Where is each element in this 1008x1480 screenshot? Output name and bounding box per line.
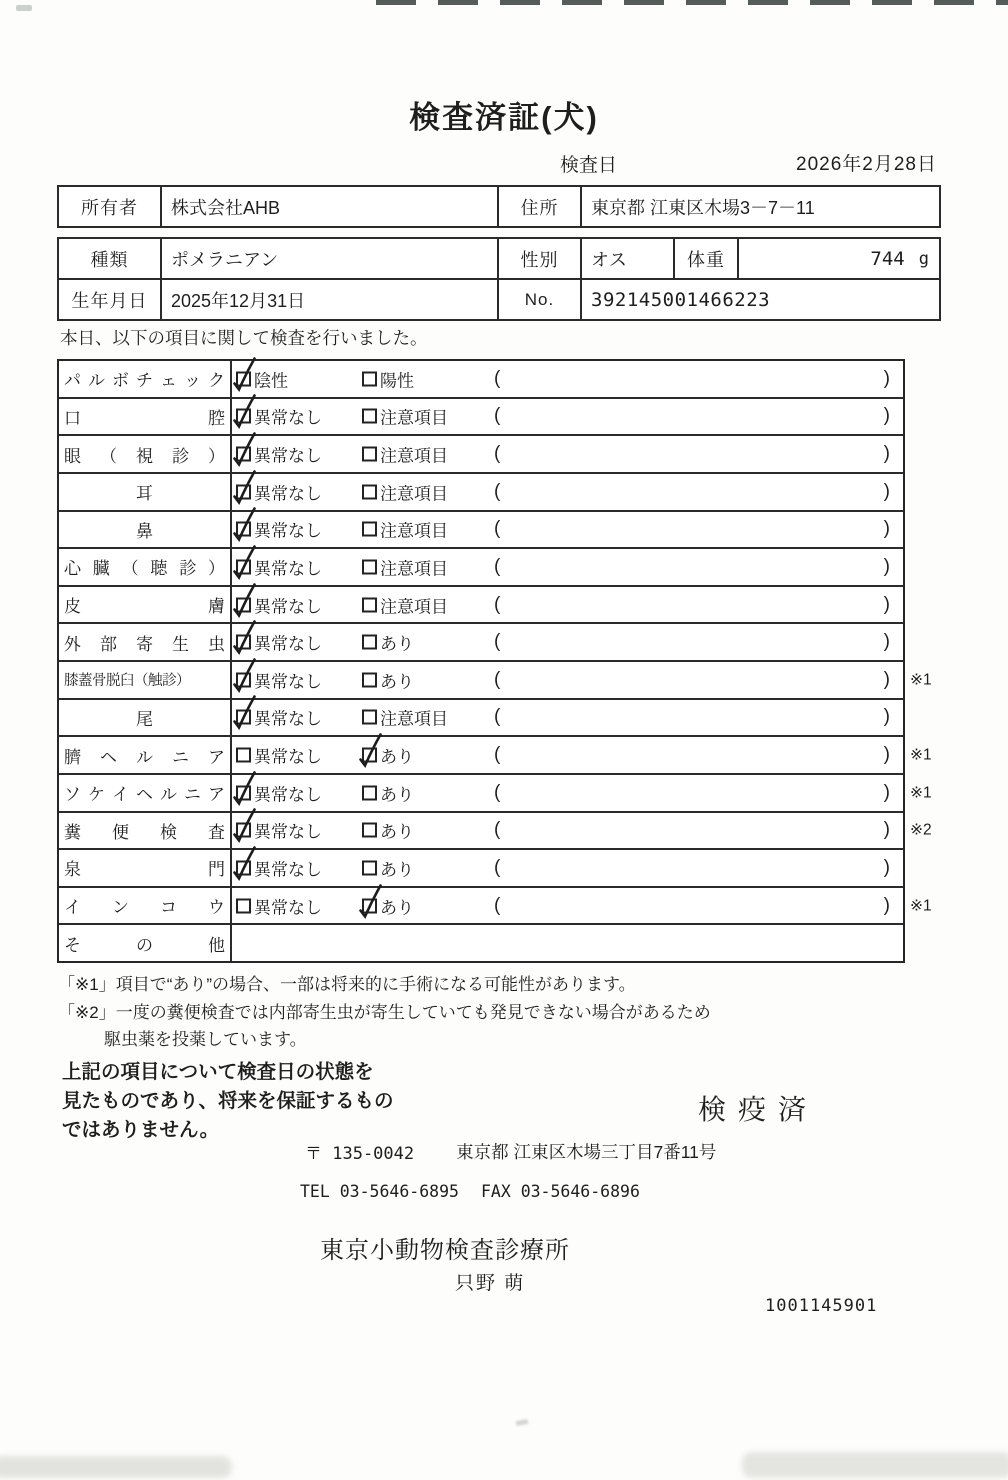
checklist-row bbox=[59, 848, 903, 886]
paren-close: ) bbox=[883, 856, 890, 878]
weight-value-cell bbox=[739, 239, 939, 278]
option-label: 異常なし bbox=[254, 521, 322, 541]
checklist-item-label: 眼 （ 視 診 ） bbox=[64, 446, 225, 466]
pet-info-table bbox=[57, 237, 941, 321]
checkmark-icon bbox=[233, 582, 257, 618]
checkbox bbox=[362, 860, 377, 875]
checklist-item-label: 尾 bbox=[136, 709, 153, 729]
checklist-item-label-cell bbox=[59, 624, 232, 660]
option-label: 注意項目 bbox=[380, 559, 448, 579]
checkbox bbox=[236, 371, 251, 386]
option-opt2 bbox=[362, 479, 448, 504]
checklist-item-content bbox=[232, 624, 903, 660]
checklist-row bbox=[59, 886, 932, 924]
option-label: 異常なし bbox=[254, 860, 322, 880]
checklist-row bbox=[59, 923, 903, 961]
clinic-name: 東京小動物検査診療所 bbox=[320, 1237, 570, 1264]
clinic-fax: FAX 03-5646-6896 bbox=[480, 1182, 640, 1201]
checklist-item-label-cell bbox=[59, 700, 232, 736]
disclaimer-line-1: 上記の項目について検査日の状態を bbox=[62, 1061, 374, 1083]
option-opt1 bbox=[236, 554, 322, 579]
checklist-item-label-cell bbox=[59, 813, 232, 849]
option-opt2 bbox=[362, 818, 414, 843]
checklist-item-label: パ ル ボ チ ェ ッ ク bbox=[64, 371, 225, 391]
option-label: 異常なし bbox=[254, 822, 322, 842]
clinic-phone-line bbox=[300, 1182, 640, 1201]
checklist-item-content bbox=[232, 474, 903, 510]
checklist-item-label: ソ ケ イ ヘ ル ニ ア bbox=[64, 785, 225, 805]
paren-open: ( bbox=[494, 555, 501, 577]
scan-artifact-top-dashes bbox=[376, 0, 1008, 5]
species-value: ポメラニアン bbox=[162, 239, 499, 278]
option-label: 異常なし bbox=[254, 559, 322, 579]
paren-close: ) bbox=[883, 518, 890, 540]
option-opt1 bbox=[236, 630, 322, 655]
checkmark-icon bbox=[233, 356, 257, 392]
paren-open: ( bbox=[494, 706, 501, 728]
checkmark-icon bbox=[233, 394, 257, 430]
checkbox bbox=[236, 748, 251, 763]
paren-close: ) bbox=[883, 668, 890, 690]
paren-open: ( bbox=[494, 367, 501, 389]
clinic-address: 東京都 江東区木場三丁目7番11号 bbox=[456, 1142, 717, 1162]
weight-label: 体重 bbox=[675, 239, 739, 278]
checklist-item-label: 心 臓 （ 聴 診 ） bbox=[64, 559, 225, 579]
checkbox bbox=[236, 597, 251, 612]
option-label: 注意項目 bbox=[380, 484, 448, 504]
checklist-item-content bbox=[232, 662, 903, 698]
checklist-row bbox=[59, 585, 903, 623]
option-opt1 bbox=[236, 818, 322, 843]
option-label: 異常なし bbox=[254, 709, 322, 729]
checklist-item-label-cell bbox=[59, 587, 232, 623]
option-label: 注意項目 bbox=[380, 597, 448, 617]
checkbox bbox=[362, 371, 377, 386]
footnote-2: 「※2」一度の糞便検査では内部寄生虫が寄生していても発見できない場合があるため bbox=[58, 1003, 711, 1022]
checklist-item-label: 口 腔 bbox=[64, 408, 225, 428]
page-title: 検査済証(犬) bbox=[409, 100, 599, 135]
paren-close: ) bbox=[883, 443, 890, 465]
footnote-marker: ※1 bbox=[910, 746, 932, 764]
paren-close: ) bbox=[883, 781, 890, 803]
option-label: 異常なし bbox=[254, 898, 322, 918]
checkbox bbox=[362, 484, 377, 499]
option-opt2 bbox=[362, 855, 414, 880]
option-opt1 bbox=[236, 404, 322, 429]
checklist-row bbox=[59, 434, 903, 472]
option-opt2 bbox=[362, 743, 414, 768]
option-label: 異常なし bbox=[254, 408, 322, 428]
checkbox bbox=[362, 898, 377, 913]
checklist-table bbox=[57, 359, 932, 963]
footnote-1: 「※1」項目で“あり”の場合、一部は将来的に手術になる可能性があります。 bbox=[58, 975, 636, 994]
clinic-address-line bbox=[305, 1139, 716, 1164]
checkbox bbox=[236, 785, 251, 800]
checklist-item-label-cell bbox=[59, 399, 232, 435]
disclaimer-line-2: 見たものであり、将来を保証するもの bbox=[62, 1090, 394, 1112]
paren-open: ( bbox=[494, 781, 501, 803]
checklist-item-label: そ の 他 bbox=[64, 935, 225, 955]
checkbox bbox=[362, 559, 377, 574]
checklist-item-content bbox=[232, 361, 903, 397]
option-label: 異常なし bbox=[254, 747, 322, 767]
option-label: 注意項目 bbox=[380, 446, 448, 466]
paren-open: ( bbox=[494, 744, 501, 766]
checklist-item-label: 皮 膚 bbox=[64, 597, 225, 617]
scan-artifact-bottom-right bbox=[742, 1452, 1008, 1478]
owner-address-value: 東京都 江東区木場3－7－11 bbox=[591, 197, 815, 218]
option-opt1 bbox=[236, 479, 322, 504]
clinic-tel: TEL 03-5646-6895 bbox=[300, 1182, 459, 1201]
option-label: 異常なし bbox=[254, 672, 322, 692]
checkmark-icon bbox=[233, 432, 257, 468]
intro-statement: 本日、以下の項目に関して検査を行いました。 bbox=[60, 328, 428, 348]
checkbox bbox=[236, 484, 251, 499]
checklist-item-label-cell bbox=[59, 925, 232, 961]
checklist-item-content bbox=[232, 512, 903, 548]
checkbox bbox=[236, 522, 251, 537]
species-label: 種類 bbox=[59, 239, 162, 278]
veterinarian-name: 只野 萌 bbox=[455, 1273, 526, 1294]
option-label: 注意項目 bbox=[380, 709, 448, 729]
paren-open: ( bbox=[494, 443, 501, 465]
checklist-item-label: 鼻 bbox=[136, 521, 153, 541]
option-opt2 bbox=[362, 442, 448, 467]
paren-open: ( bbox=[494, 405, 501, 427]
inspection-date-value: 2026年2月28日 bbox=[796, 154, 937, 175]
footnote-marker: ※1 bbox=[910, 897, 932, 915]
option-label: 異常なし bbox=[254, 446, 322, 466]
checklist-item-content bbox=[232, 436, 903, 472]
option-opt1 bbox=[236, 855, 322, 880]
paren-close: ) bbox=[883, 593, 890, 615]
option-opt1 bbox=[236, 705, 322, 730]
option-opt1 bbox=[236, 743, 322, 768]
birthdate-value: 2025年12月31日 bbox=[162, 280, 499, 319]
checkmark-icon bbox=[233, 808, 257, 844]
option-opt2 bbox=[362, 667, 414, 692]
checklist-item-label: 耳 bbox=[136, 484, 153, 504]
option-opt1 bbox=[236, 517, 322, 542]
option-opt1 bbox=[236, 667, 322, 692]
checklist-item-label-cell bbox=[59, 737, 232, 773]
checklist-item-content bbox=[232, 888, 903, 924]
paren-close: ) bbox=[883, 894, 890, 916]
owner-table bbox=[57, 185, 941, 228]
paren-close: ) bbox=[883, 706, 890, 728]
paren-close: ) bbox=[883, 631, 890, 653]
paren-close: ) bbox=[883, 555, 890, 577]
checklist-row bbox=[59, 397, 903, 435]
serial-number: 1001145901 bbox=[765, 1296, 878, 1316]
option-opt2 bbox=[362, 517, 448, 542]
checkbox bbox=[362, 522, 377, 537]
checklist-item-label: 外 部 寄 生 虫 bbox=[64, 634, 225, 654]
footnote-2-continued: 駆虫薬を投薬しています。 bbox=[104, 1030, 307, 1049]
checklist-item-content bbox=[232, 813, 903, 849]
paren-close: ) bbox=[883, 819, 890, 841]
option-label: 注意項目 bbox=[380, 408, 448, 428]
weight-value: 744 bbox=[870, 247, 905, 270]
option-opt1 bbox=[236, 592, 322, 617]
checkbox bbox=[362, 447, 377, 462]
option-label: あり bbox=[380, 634, 414, 654]
owner-label: 所有者 bbox=[59, 187, 162, 226]
checklist-row bbox=[59, 547, 903, 585]
checklist-item-content bbox=[232, 737, 903, 773]
checklist-item-label: 膝蓋骨脱臼（触診） bbox=[64, 673, 190, 690]
checklist-item-label-cell bbox=[59, 850, 232, 886]
checklist-item-label-cell bbox=[59, 662, 232, 698]
checkbox bbox=[362, 785, 377, 800]
checklist-item-content bbox=[232, 775, 903, 811]
option-opt2 bbox=[362, 893, 414, 918]
scan-artifact-top-blip bbox=[16, 5, 32, 11]
paren-open: ( bbox=[494, 668, 501, 690]
option-label: あり bbox=[380, 822, 414, 842]
footnote-marker: ※2 bbox=[910, 821, 932, 839]
checklist-item-label: 糞 便 検 査 bbox=[64, 822, 225, 842]
pet-info-row-2 bbox=[59, 278, 939, 319]
checkbox bbox=[236, 710, 251, 725]
option-label: あり bbox=[380, 672, 414, 692]
checkbox bbox=[236, 672, 251, 687]
checkbox bbox=[236, 635, 251, 650]
no-label: No. bbox=[499, 280, 582, 319]
checklist-row bbox=[59, 811, 932, 849]
checkbox bbox=[362, 823, 377, 838]
option-opt2 bbox=[362, 705, 448, 730]
disclaimer-line-3: ではありません。 bbox=[62, 1119, 220, 1141]
checklist-item-label-cell bbox=[59, 436, 232, 472]
checklist-item-label: 泉 門 bbox=[64, 860, 225, 880]
option-label: あり bbox=[380, 785, 414, 805]
sex-label: 性別 bbox=[499, 239, 582, 278]
paren-open: ( bbox=[494, 856, 501, 878]
sex-value: オス bbox=[582, 239, 675, 278]
checkmark-icon bbox=[233, 695, 257, 731]
checklist-item-label-cell bbox=[59, 474, 232, 510]
checkmark-icon bbox=[233, 469, 257, 505]
paren-open: ( bbox=[494, 480, 501, 502]
checkbox bbox=[236, 447, 251, 462]
birthdate-label: 生年月日 bbox=[59, 280, 162, 319]
owner-name: 株式会社AHB bbox=[162, 187, 499, 226]
checkbox bbox=[236, 860, 251, 875]
checkmark-icon bbox=[359, 733, 383, 769]
scan-artifact-bottom-center bbox=[516, 1419, 529, 1426]
paren-open: ( bbox=[494, 518, 501, 540]
option-label: あり bbox=[380, 860, 414, 880]
checklist-item-label-cell bbox=[59, 775, 232, 811]
checklist-row bbox=[59, 698, 903, 736]
option-opt1 bbox=[236, 780, 322, 805]
option-opt1 bbox=[236, 442, 322, 467]
quarantine-stamp: 検疫済 bbox=[698, 1094, 819, 1125]
checklist-item-label-cell bbox=[59, 361, 232, 397]
paren-open: ( bbox=[494, 593, 501, 615]
checklist-row bbox=[59, 773, 932, 811]
checklist-row bbox=[59, 361, 903, 397]
checkmark-icon bbox=[233, 620, 257, 656]
checklist-row bbox=[59, 622, 903, 660]
paren-close: ) bbox=[883, 367, 890, 389]
checklist-item-label-cell bbox=[59, 888, 232, 924]
disclaimer-paragraph bbox=[62, 1058, 394, 1145]
checkmark-icon bbox=[233, 845, 257, 881]
option-label: 異常なし bbox=[254, 484, 322, 504]
checklist-item-label: 臍 ヘ ル ニ ア bbox=[64, 747, 225, 767]
owner-address-label: 住所 bbox=[499, 187, 582, 226]
checklist-item-label-cell bbox=[59, 549, 232, 585]
checklist-item-content bbox=[232, 399, 903, 435]
paren-open: ( bbox=[494, 894, 501, 916]
checkbox bbox=[236, 823, 251, 838]
option-label: 異常なし bbox=[254, 597, 322, 617]
weight-unit: g bbox=[918, 248, 929, 269]
paren-open: ( bbox=[494, 631, 501, 653]
pet-info-row-1 bbox=[59, 239, 939, 278]
checkbox bbox=[362, 710, 377, 725]
paren-close: ) bbox=[883, 405, 890, 427]
option-label: 異常なし bbox=[254, 785, 322, 805]
checkbox bbox=[236, 409, 251, 424]
option-label: あり bbox=[380, 898, 414, 918]
checklist-item-label-cell bbox=[59, 512, 232, 548]
option-opt2 bbox=[362, 780, 414, 805]
checklist-row bbox=[59, 472, 903, 510]
checkmark-icon bbox=[233, 507, 257, 543]
checklist-item-content bbox=[232, 549, 903, 585]
checkmark-icon bbox=[233, 544, 257, 580]
checkbox bbox=[236, 898, 251, 913]
postal-code: 〒 135-0042 bbox=[305, 1144, 415, 1164]
checkbox bbox=[362, 672, 377, 687]
option-opt1 bbox=[236, 893, 322, 918]
option-label: あり bbox=[380, 747, 414, 767]
scan-artifact-bottom-left bbox=[0, 1456, 232, 1478]
option-label: 異常なし bbox=[254, 634, 322, 654]
option-label: 陽性 bbox=[380, 371, 414, 391]
option-label: 注意項目 bbox=[380, 521, 448, 541]
inspection-date-label: 検査日 bbox=[560, 155, 618, 176]
owner-row bbox=[59, 187, 939, 226]
checklist-row bbox=[59, 510, 903, 548]
checklist-row bbox=[59, 735, 932, 773]
checkmark-icon bbox=[233, 770, 257, 806]
option-opt2 bbox=[362, 554, 448, 579]
checkmark-icon bbox=[359, 883, 383, 919]
option-opt2 bbox=[362, 630, 414, 655]
checklist-row bbox=[59, 660, 932, 698]
checkbox bbox=[236, 559, 251, 574]
checkmark-icon bbox=[233, 657, 257, 693]
paren-open: ( bbox=[494, 819, 501, 841]
option-opt2 bbox=[362, 366, 414, 391]
checkbox bbox=[362, 409, 377, 424]
footnote-marker: ※1 bbox=[910, 784, 932, 802]
checkbox bbox=[362, 597, 377, 612]
option-opt2 bbox=[362, 592, 448, 617]
no-value: 392145001466223 bbox=[591, 288, 771, 311]
paren-close: ) bbox=[883, 480, 890, 502]
checkbox bbox=[362, 748, 377, 763]
option-opt1 bbox=[236, 366, 288, 391]
checklist-item-content bbox=[232, 850, 903, 886]
checkbox bbox=[362, 635, 377, 650]
checklist-item-content bbox=[232, 587, 903, 623]
paren-close: ) bbox=[883, 744, 890, 766]
option-label: 陰性 bbox=[254, 371, 288, 391]
checklist-item-label: イ ン コ ウ bbox=[64, 898, 225, 918]
option-opt2 bbox=[362, 404, 448, 429]
checklist-item-content bbox=[232, 700, 903, 736]
checklist-item-content bbox=[232, 925, 903, 961]
footnote-marker: ※1 bbox=[910, 671, 932, 689]
